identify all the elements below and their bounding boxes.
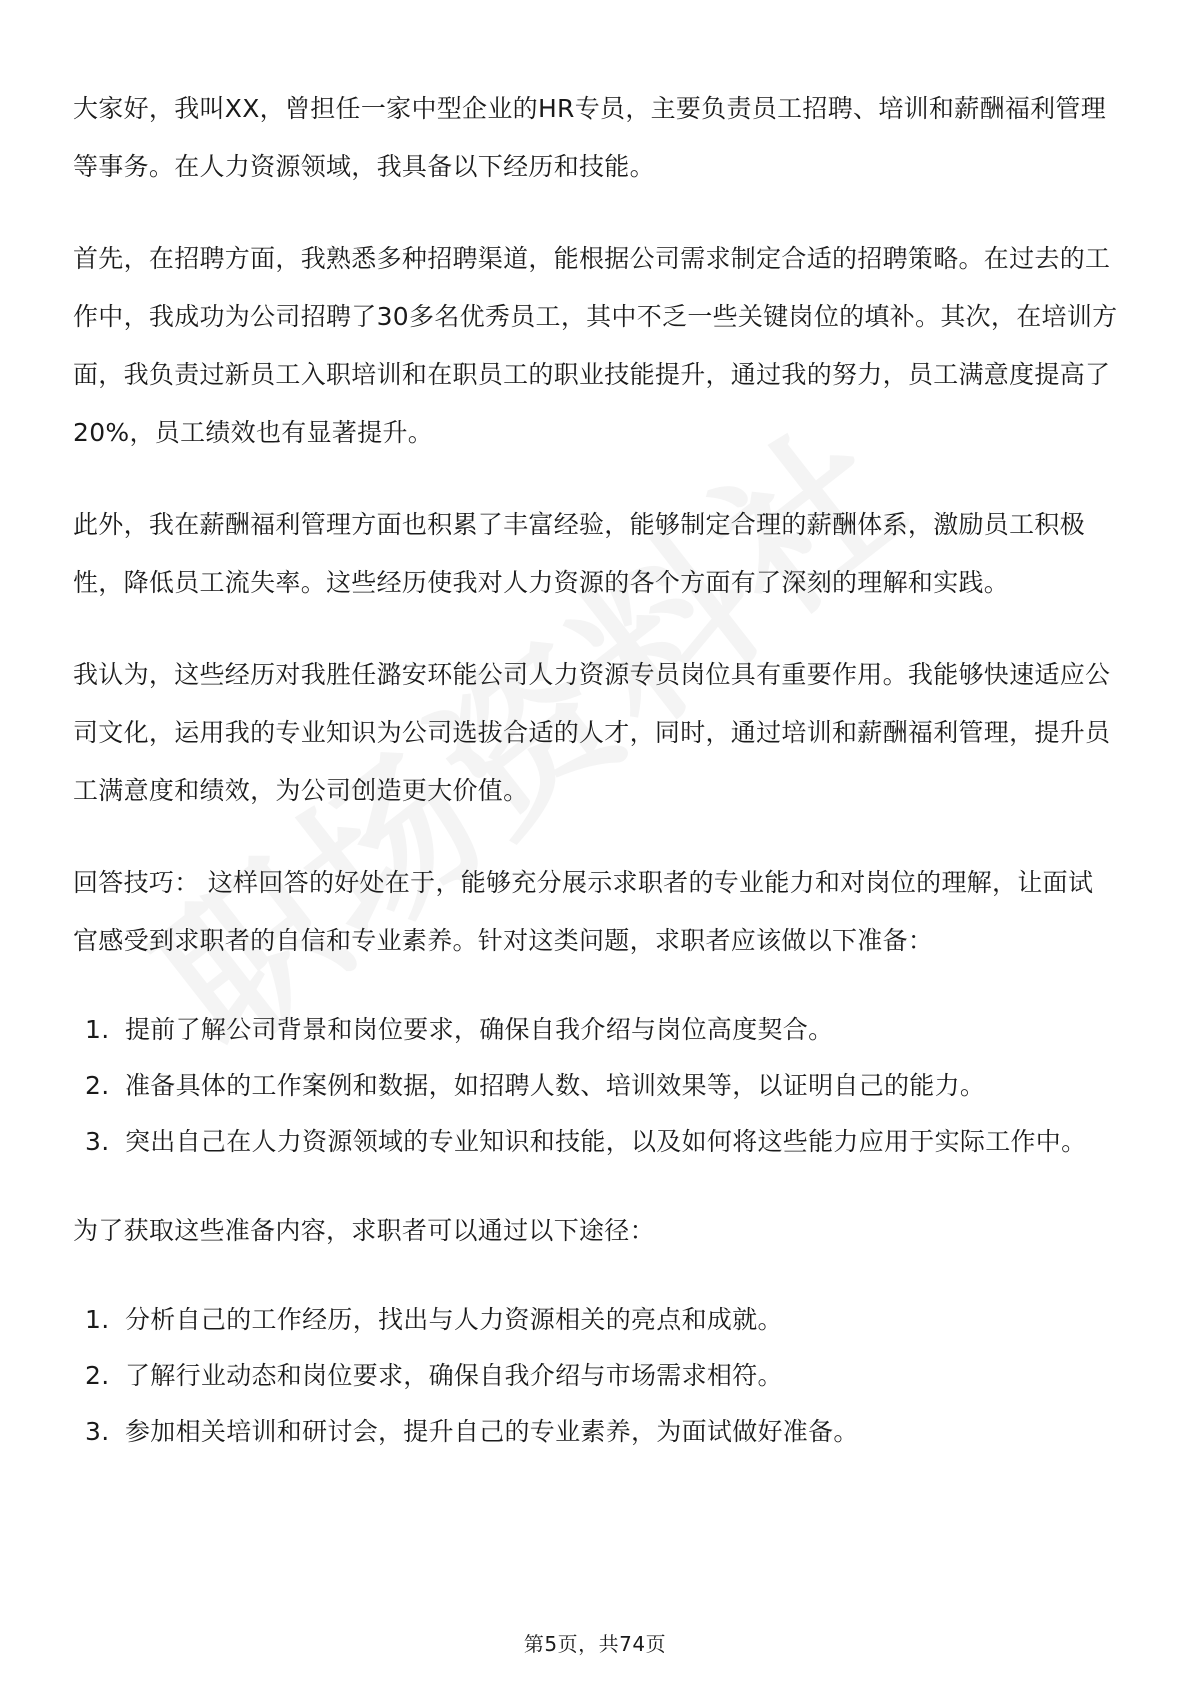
page-number-footer: 第5页，共74页: [523, 1632, 667, 1656]
list-item: [73, 1404, 1118, 1460]
paragraph-answer-tips: 回答技巧： 这样回答的好处在于，能够充分展示求职者的专业能力和对岗位的理解，让面试官感受到求职者的自信和专业素养。针对这类问题，求职者应该做以下准备：: [73, 868, 1094, 955]
list-item: [73, 1292, 1118, 1348]
list-item-number: 2.: [85, 1361, 110, 1390]
list-item: [73, 1114, 1118, 1170]
list-item-number: 2.: [85, 1071, 110, 1100]
list-item-number: 1.: [85, 1015, 110, 1044]
list-item-text: 参加相关培训和研讨会，提升自己的专业素养，为面试做好准备。: [125, 1417, 859, 1446]
list-item-text: 了解行业动态和岗位要求，确保自我介绍与市场需求相符。: [125, 1361, 783, 1390]
paragraph-fit: 我认为，这些经历对我胜任潞安环能公司人力资源专员岗位具有重要作用。我能够快速适应公司文化，运用我的专业知识为公司选拔合适的人才，同时，通过培训和薪酬福利管理，提升员工满意度和绩效，为公司创造更大价值。: [73, 660, 1111, 805]
paragraph-recruiting-training: 首先，在招聘方面，我熟悉多种招聘渠道，能根据公司需求制定合适的招聘策略。在过去的工作中，我成功为公司招聘了30多名优秀员工，其中不乏一些关键岗位的填补。其次，在培训方面，我负责过新员工入职培训和在职员工的职业技能提升，通过我的努力，员工满意度提高了20%，员工绩效也有显著提升。: [73, 244, 1118, 447]
paragraph-approaches: 为了获取这些准备内容，求职者可以通过以下途径：: [73, 1216, 655, 1245]
list-item-text: 突出自己在人力资源领域的专业知识和技能，以及如何将这些能力应用于实际工作中。: [125, 1127, 1087, 1156]
list-item-text: 提前了解公司背景和岗位要求，确保自我介绍与岗位高度契合。: [125, 1015, 834, 1044]
list-item-text: 准备具体的工作案例和数据，如招聘人数、培训效果等，以证明自己的能力。: [125, 1071, 986, 1100]
list-item: [73, 1058, 1118, 1114]
list-item-text: 分析自己的工作经历，找出与人力资源相关的亮点和成就。: [125, 1305, 783, 1334]
list-item: [73, 1348, 1118, 1404]
approach-list: [73, 1292, 1118, 1460]
list-item-number: 1.: [85, 1305, 110, 1334]
preparation-list: [73, 1002, 1118, 1170]
page-content: [73, 80, 1118, 1492]
paragraph-intro: 大家好，我叫XX，曾担任一家中型企业的HR专员，主要负责员工招聘、培训和薪酬福利管理等事务。在人力资源领域，我具备以下经历和技能。: [73, 94, 1107, 181]
list-item-number: 3.: [85, 1127, 110, 1156]
list-item: [73, 1002, 1118, 1058]
list-item-number: 3.: [85, 1417, 110, 1446]
paragraph-compensation: 此外，我在薪酬福利管理方面也积累了丰富经验，能够制定合理的薪酬体系，激励员工积极性，降低员工流失率。这些经历使我对人力资源的各个方面有了深刻的理解和实践。: [73, 510, 1086, 597]
